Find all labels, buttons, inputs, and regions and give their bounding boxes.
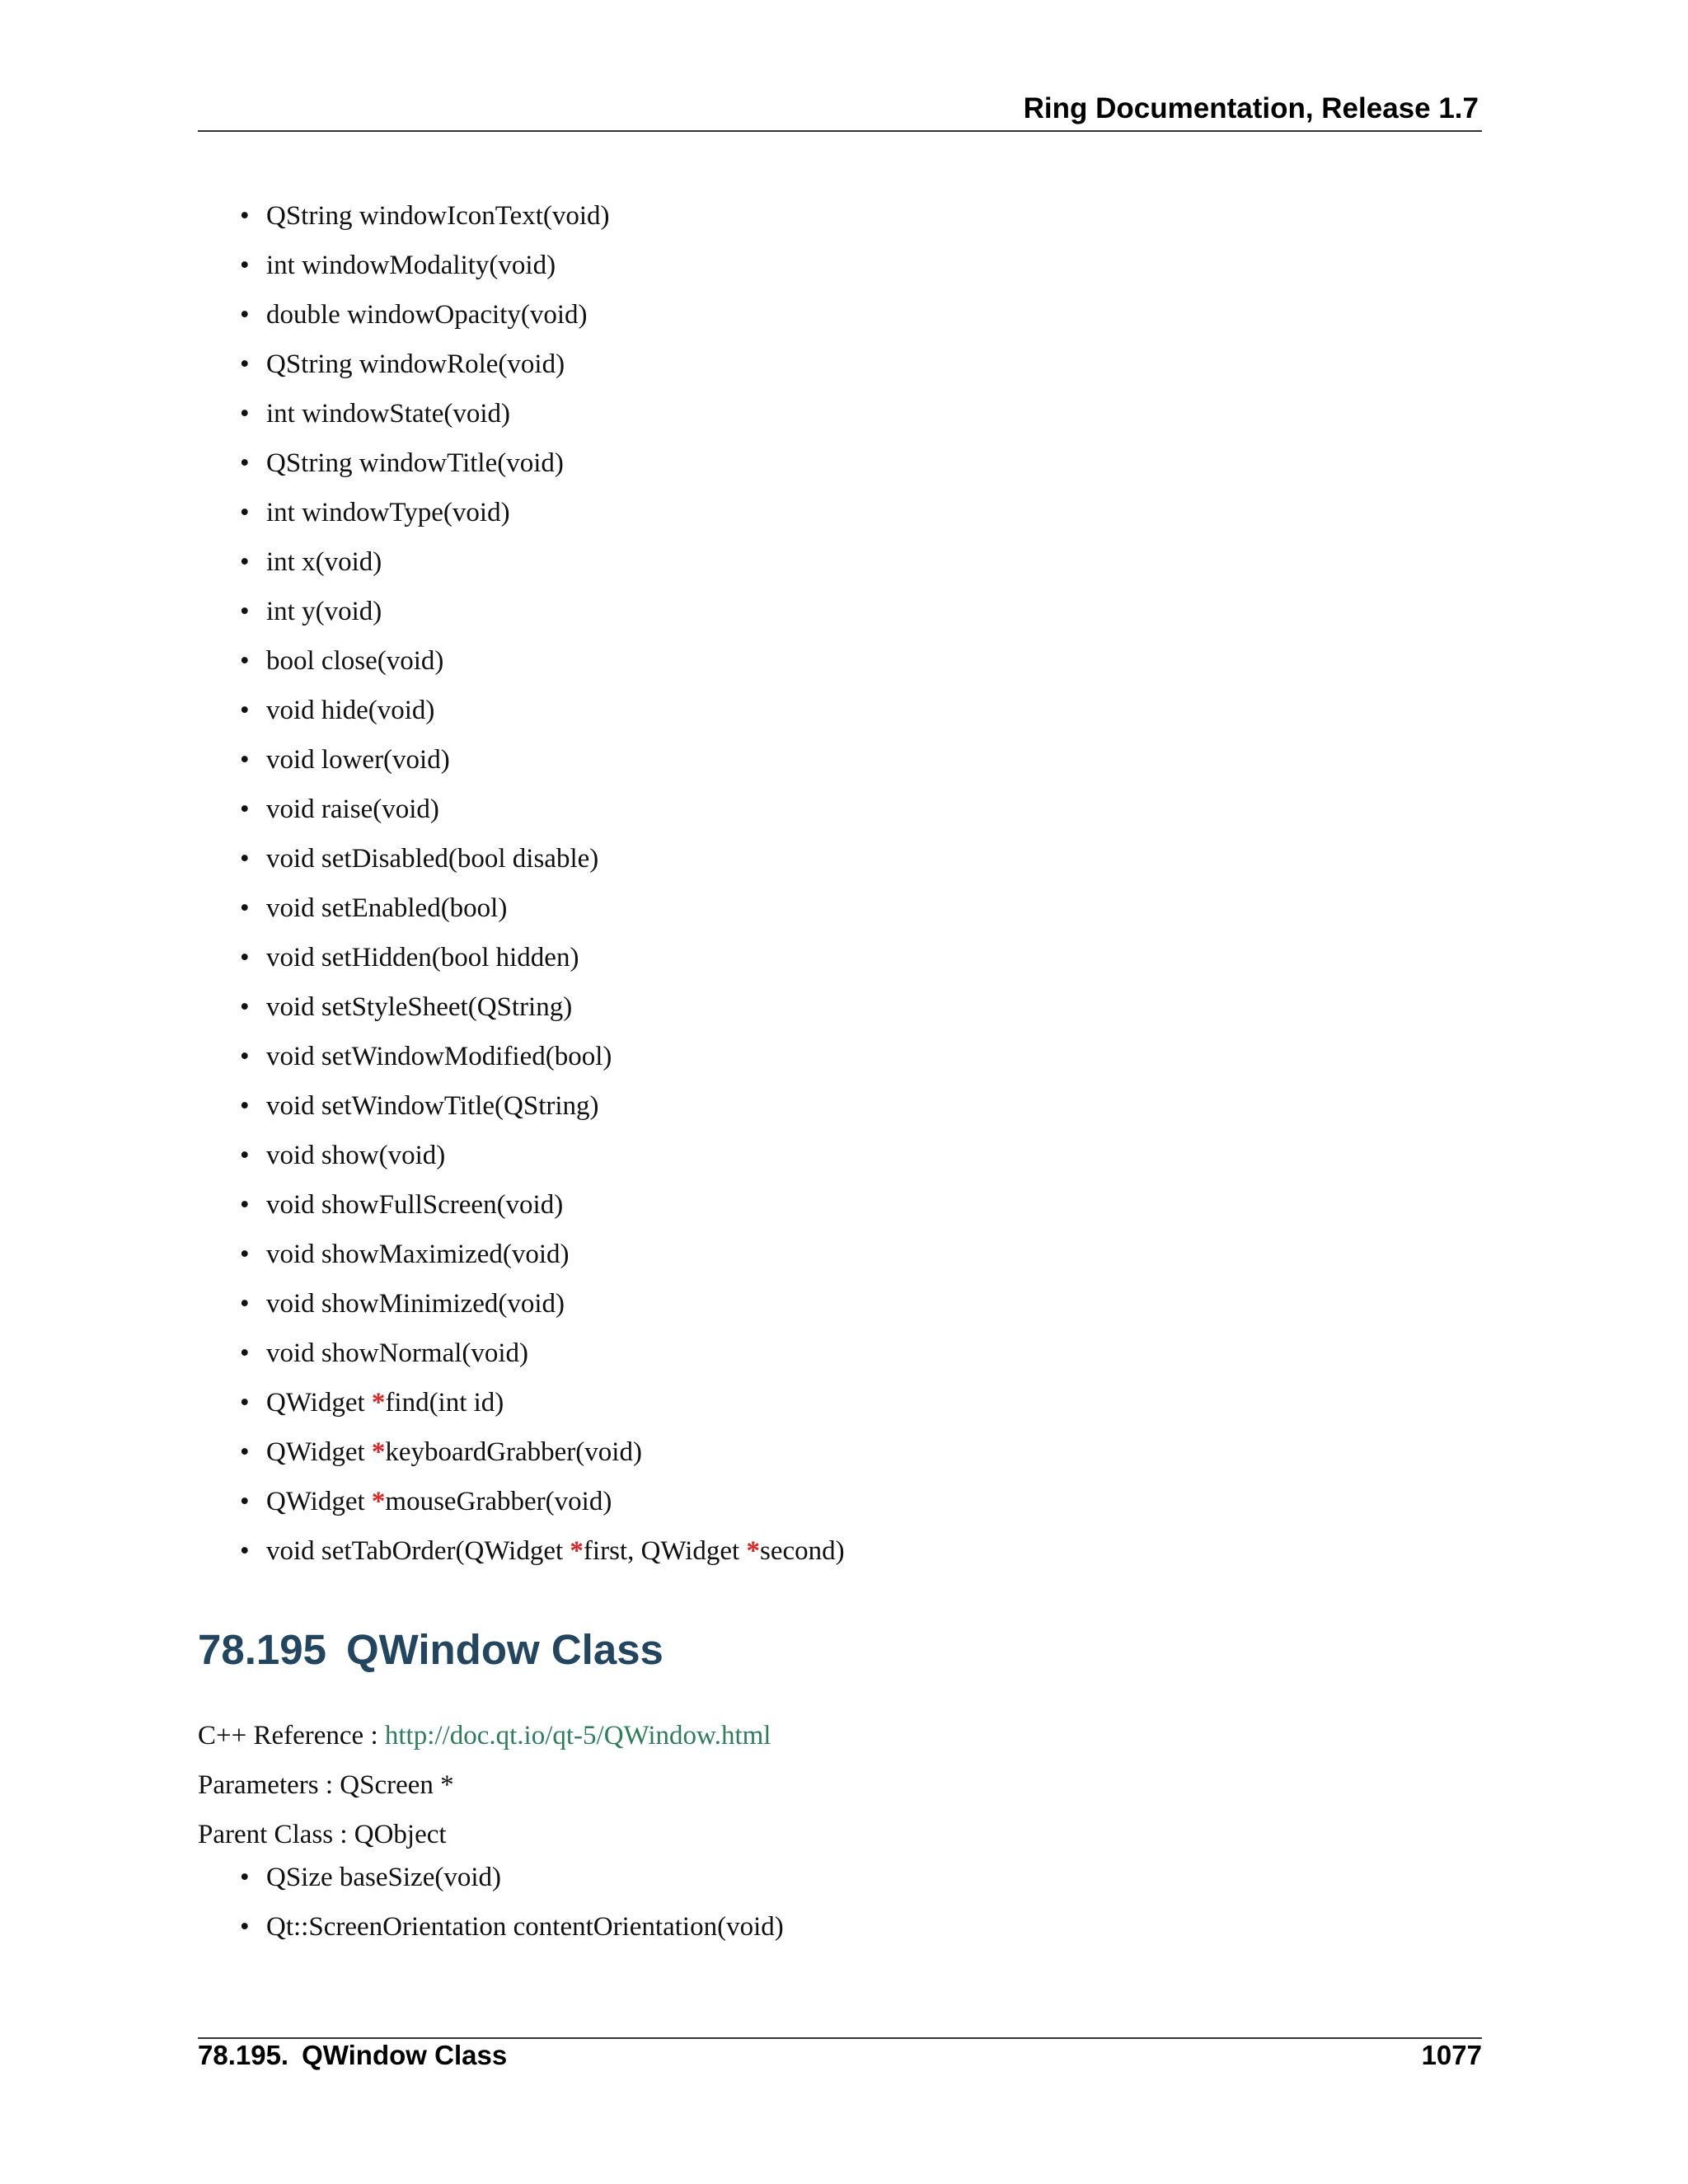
bullet-icon: • <box>240 844 250 874</box>
list-item: • void setWindowModified(bool) <box>240 1032 845 1081</box>
bullet-icon: • <box>240 943 250 972</box>
list-item: • QSize baseSize(void) <box>240 1853 784 1902</box>
pointer-star: * <box>371 1487 386 1516</box>
list-item: • void showNormal(void) <box>240 1329 845 1378</box>
bullet-icon: • <box>240 1912 250 1942</box>
footer-section <box>198 2040 507 2071</box>
list-item: • QWidget *mouseGrabber(void) <box>240 1477 845 1526</box>
list-item: • void showFullScreen(void) <box>240 1180 845 1230</box>
list-item: • void showMaximized(void) <box>240 1230 845 1279</box>
list-item: • QString windowRole(void) <box>240 340 845 389</box>
bullet-icon: • <box>240 1338 250 1368</box>
bullet-icon: • <box>240 1437 250 1467</box>
bullet-icon: • <box>240 1863 250 1892</box>
bullet-icon: • <box>240 992 250 1022</box>
section-number: 78.195 <box>198 1626 326 1673</box>
list-item: • bool close(void) <box>240 636 845 686</box>
method-list-qwindow <box>240 1853 784 1952</box>
bullet-icon: • <box>240 1536 250 1566</box>
bullet-icon: • <box>240 251 250 280</box>
bullet-icon: • <box>240 498 250 527</box>
list-item: • Qt::ScreenOrientation contentOrientation(void) <box>240 1902 784 1952</box>
list-item: • int windowType(void) <box>240 488 845 537</box>
bullet-icon: • <box>240 349 250 379</box>
parent-class-line: Parent Class : QObject <box>198 1820 447 1849</box>
bullet-icon: • <box>240 448 250 478</box>
bullet-icon: • <box>240 547 250 577</box>
list-item: • void lower(void) <box>240 735 845 785</box>
footer-section-number: 78.195. <box>198 2040 289 2070</box>
bullet-icon: • <box>240 1487 250 1516</box>
bullet-icon: • <box>240 696 250 725</box>
method-list-qwidget <box>240 191 845 1576</box>
list-item: • QWidget *find(int id) <box>240 1378 845 1427</box>
section-heading <box>198 1625 663 1674</box>
parameters-line: Parameters : QScreen * <box>198 1770 454 1800</box>
pointer-star: * <box>746 1536 760 1566</box>
running-header-title: Ring Documentation, Release 1.7 <box>1023 92 1479 124</box>
list-item: • void show(void) <box>240 1131 845 1180</box>
list-item: • QWidget *keyboardGrabber(void) <box>240 1427 845 1477</box>
bullet-icon: • <box>240 399 250 429</box>
list-item: • void setTabOrder(QWidget *first, QWidget *second) <box>240 1526 845 1576</box>
bullet-icon: • <box>240 1190 250 1220</box>
pointer-star: * <box>371 1388 386 1418</box>
bullet-icon: • <box>240 201 250 231</box>
bullet-icon: • <box>240 1240 250 1269</box>
list-item: • void showMinimized(void) <box>240 1279 845 1329</box>
bullet-icon: • <box>240 1388 250 1418</box>
list-item: • void raise(void) <box>240 785 845 834</box>
header-rule <box>198 130 1482 132</box>
list-item: • void setWindowTitle(QString) <box>240 1081 845 1131</box>
pointer-star: * <box>371 1437 386 1467</box>
footer-rule <box>198 2037 1482 2039</box>
list-item: • QString windowTitle(void) <box>240 438 845 488</box>
list-item: • QString windowIconText(void) <box>240 191 845 241</box>
list-item: • int windowState(void) <box>240 389 845 438</box>
bullet-icon: • <box>240 1141 250 1170</box>
bullet-icon: • <box>240 597 250 626</box>
bullet-icon: • <box>240 1289 250 1319</box>
footer-section-title: QWindow Class <box>302 2040 508 2070</box>
bullet-icon: • <box>240 745 250 775</box>
cpp-reference-link[interactable]: http://doc.qt.io/qt-5/QWindow.html <box>384 1721 771 1750</box>
list-item: • int x(void) <box>240 537 845 587</box>
list-item: • void setHidden(bool hidden) <box>240 933 845 982</box>
bullet-icon: • <box>240 893 250 923</box>
page-number: 1077 <box>1421 2040 1482 2070</box>
bullet-icon: • <box>240 300 250 330</box>
list-item: • void hide(void) <box>240 686 845 735</box>
list-item: • double windowOpacity(void) <box>240 290 845 340</box>
bullet-icon: • <box>240 1091 250 1121</box>
list-item: • int windowModality(void) <box>240 241 845 290</box>
list-item: • void setEnabled(bool) <box>240 883 845 933</box>
list-item: • void setDisabled(bool disable) <box>240 834 845 883</box>
bullet-icon: • <box>240 646 250 676</box>
cpp-reference-line: C++ Reference : http://doc.qt.io/qt-5/QWindow.html <box>198 1721 771 1750</box>
section-title-text: QWindow Class <box>346 1626 663 1673</box>
list-item: • void setStyleSheet(QString) <box>240 982 845 1032</box>
list-item: • int y(void) <box>240 587 845 636</box>
pointer-star: * <box>570 1536 584 1566</box>
bullet-icon: • <box>240 794 250 824</box>
bullet-icon: • <box>240 1042 250 1071</box>
